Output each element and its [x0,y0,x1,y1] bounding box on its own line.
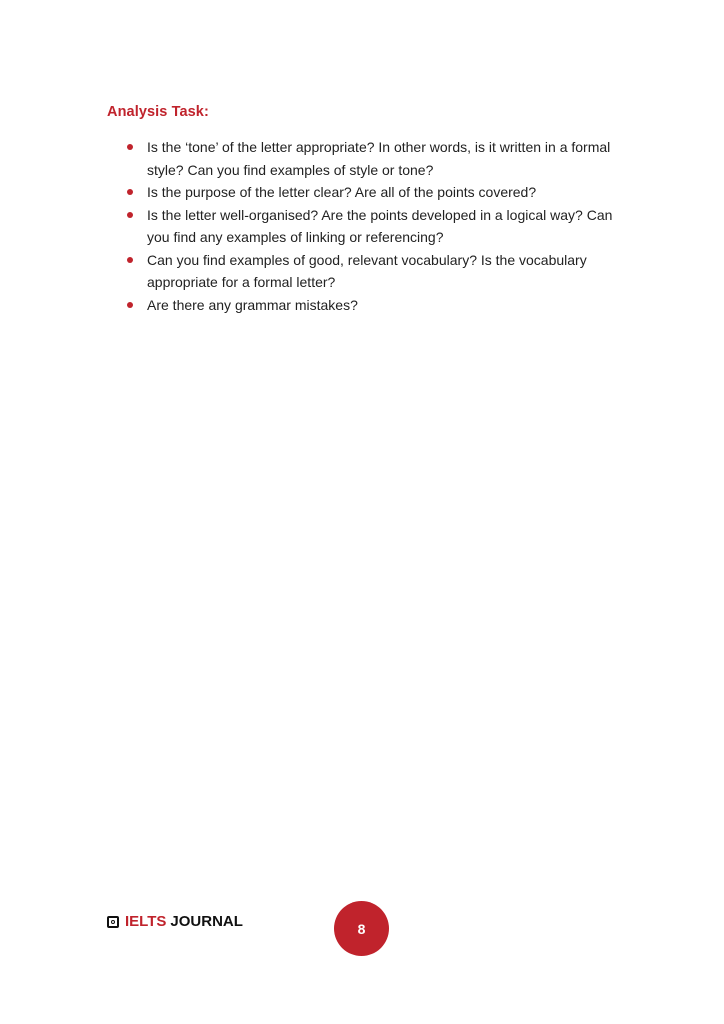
list-item-text: Can you find examples of good, relevant vocabulary? Is the vocabulary appropriate for a formal letter? [147,251,587,290]
list-item-text: Is the purpose of the letter clear? Are all of the points covered? [147,184,537,200]
bullet-icon [127,144,133,150]
brand-journal: JOURNAL [170,913,243,930]
list-item [127,294,627,317]
list-item [127,136,627,181]
list-item-text: Are there any grammar mistakes? [147,296,358,313]
analysis-questions-list [127,136,627,316]
bullet-icon [127,212,133,218]
brand-ielts: IELTS [125,913,167,930]
bullet-icon [127,257,133,263]
section-heading: Analysis Task: [107,104,209,120]
footer-brand [107,913,243,930]
bullet-icon [127,189,133,195]
page-number-badge: 8 [334,901,389,956]
bullet-icon [127,302,133,308]
list-item-text: Is the ‘tone’ of the letter appropriate? In other words, is it written in a formal style? Can you find examples of style or tone? [147,139,611,178]
list-item-text: Is the letter well-organised? Are the points developed in a logical way? Can you find any examples of linking or referencing? [147,206,613,245]
list-item [127,204,627,249]
instagram-icon [107,916,119,928]
list-item [127,249,627,294]
list-item [127,181,627,204]
